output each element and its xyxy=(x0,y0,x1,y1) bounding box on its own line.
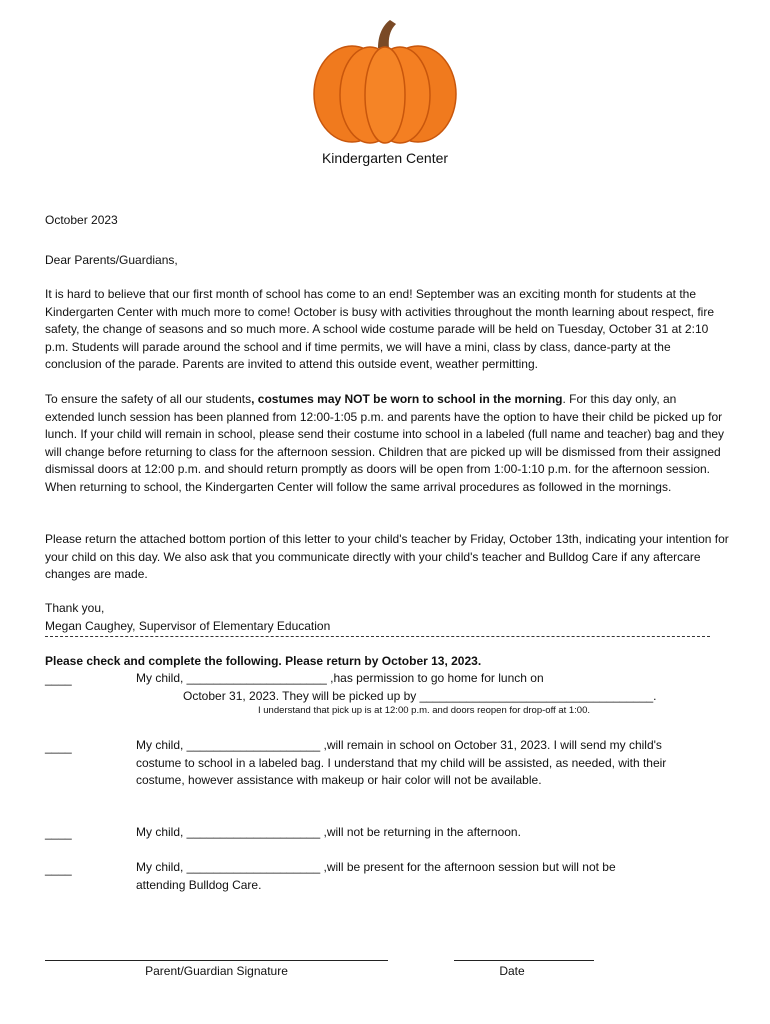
pumpkin-lobe-center xyxy=(365,47,405,143)
paragraph-return-form: Please return the attached bottom portion of this letter to your child's teacher by Friday, October 13th, indicating your intention for your child on this day. We also ask that you communicate directly with your child's teacher and Bulldog Care if any aftercare changes are made. xyxy=(45,532,729,582)
checkbox-blank-3[interactable]: ____ xyxy=(45,826,72,840)
signature-label: Parent/Guardian Signature xyxy=(145,964,288,978)
p2-start: To ensure the safety of all our students xyxy=(45,392,252,406)
form-instruction: Please check and complete the following. Please return by October 13, 2023. xyxy=(45,654,482,668)
option-not-returning: My child, ____________________ ,will not be returning in the afternoon. xyxy=(136,825,521,839)
signature-line[interactable] xyxy=(45,960,388,961)
date-line[interactable] xyxy=(454,960,594,961)
closing: Thank you, xyxy=(45,601,105,615)
letter-date: October 2023 xyxy=(45,213,118,227)
paragraph-costume-safety xyxy=(45,391,729,497)
checkbox-blank-1[interactable]: ____ xyxy=(45,672,72,686)
pumpkin-stem xyxy=(378,20,396,48)
option-lunch-pickup xyxy=(136,670,726,705)
checkbox-blank-4[interactable]: ____ xyxy=(45,862,72,876)
signoff xyxy=(45,600,729,635)
cut-line xyxy=(45,636,710,637)
option-no-bulldog-care: My child, ____________________ ,will be present for the afternoon session but will not be attending Bulldog Care. xyxy=(136,860,616,892)
signer: Megan Caughey, Supervisor of Elementary Education xyxy=(45,618,331,633)
p2-end: . For this day only, an extended lunch session has been planned from 12:00-1:05 p.m. and parents have the option to have their child be picked up for lunch. If your child will remain in school, please send their costume into school in a labeled (full name and teacher) bag and they will change before returning to class for the afternoon session. Children that are picked up will be dismissed from their assigned dismissal doors at 12:00 p.m. and should return promptly as doors will be open from 1:00-1:10 p.m. for the afternoon session. When returning to school, the Kindergarten Center will follow the same arrival procedures as followed in the mornings. xyxy=(45,392,725,494)
option1-note: I understand that pick up is at 12:00 p.m. and doors reopen for drop-off at 1:00. xyxy=(258,705,591,716)
paragraph-intro: It is hard to believe that our first month of school has come to an end! September was an exciting month for students at the Kindergarten Center with much more to come! October is busy with activities throughout the month learning about respect, fire safety, the change of seasons and so much more. A school wide costume parade will be held on Tuesday, October 31 at 2:10 p.m. Students will parade around the school and if time permits, we will have a mini, class by class, dance-party at the conclusion of the parade. Parents are invited to attend this outside event, weather permitting. xyxy=(45,287,714,372)
option-remain-school: My child, ____________________ ,will remain in school on October 31, 2023. I will send my child's costume to school in a labeled bag. I understand that my child will be assisted, as needed, with their costume, however assistance with makeup or hair color will not be available. xyxy=(136,738,667,788)
salutation: Dear Parents/Guardians, xyxy=(45,253,178,267)
option1-line1: My child, _____________________ ,has permission to go home for lunch on xyxy=(136,671,544,685)
date-label: Date xyxy=(499,964,525,978)
pumpkin-icon xyxy=(312,18,458,144)
option1-line2: October 31, 2023. They will be picked up by ___________________________________. xyxy=(183,688,657,703)
school-name: Kindergarten Center xyxy=(321,150,449,166)
checkbox-blank-2[interactable]: ____ xyxy=(45,740,72,754)
p2-bold-warning: , costumes may NOT be worn to school in the morning xyxy=(251,392,563,406)
